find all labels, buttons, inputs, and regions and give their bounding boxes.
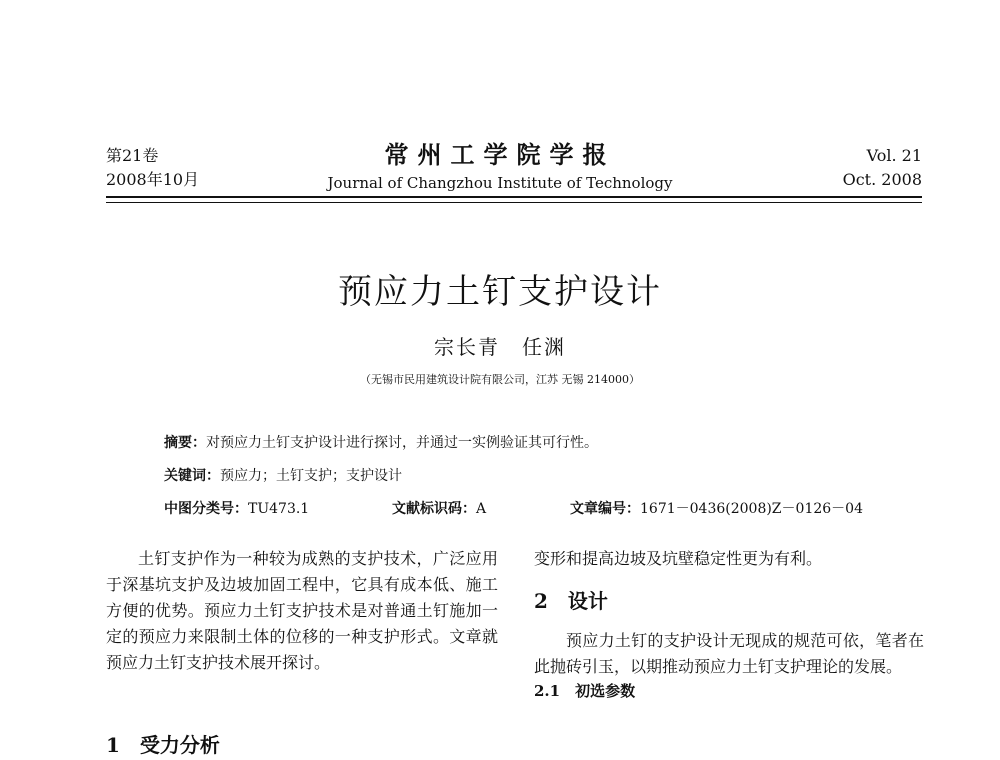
article-no-value: 1671－0436(2008)Z－0126－04 [640, 501, 863, 517]
section1-heading: 1 受力分析 [106, 733, 220, 757]
article-no-label: 文章编号： [570, 501, 640, 517]
clc-value: TU473.1 [248, 501, 310, 517]
article-affiliation: （无锡市民用建筑设计院有限公司，江苏 无锡 214000） [360, 373, 640, 386]
right-paragraph-2: 预应力土钉的支护设计无现成的规范可依，笔者在此抛砖引玉，以期推动预应力土钉支护理论的发展。 [534, 631, 924, 676]
header-right [843, 144, 922, 192]
journal-title-cn: 常州工学院学报 [384, 140, 616, 169]
right-paragraph-1: 变形和提高边坡及坑壁稳定性更为有利。 [534, 549, 823, 568]
abstract-label: 摘要： [164, 435, 206, 451]
doc-code-group [392, 498, 486, 520]
date-cn: 2008年10月 [106, 170, 200, 189]
body-left-column [106, 546, 498, 676]
article-title: 预应力土钉支护设计 [338, 272, 662, 312]
keywords-line [164, 465, 402, 487]
intro-paragraph: 土钉支护作为一种较为成熟的支护技术，广泛应用于深基坑支护及边坡加固工程中，它具有成本低、施工方便的优势。预应力土钉支护技术是对普通土钉施加一定的预应力来限制土体的位移的一种支护形式。文章就预应力土钉支护技术展开探讨。 [106, 549, 498, 672]
section2-heading: 2 设计 [534, 589, 608, 613]
doc-code-value: A [476, 501, 487, 517]
date-en: Oct. 2008 [842, 170, 922, 189]
keywords-label: 关键词： [164, 468, 220, 484]
volume-cn: 第21卷 [106, 146, 159, 165]
volume-en: Vol. 21 [866, 146, 922, 165]
article-authors: 宗长青 任渊 [434, 335, 566, 359]
body-right-column [534, 546, 924, 702]
header-rule-thin [106, 202, 922, 203]
header-rule-thick [106, 196, 922, 198]
clc-group [164, 498, 309, 520]
clc-label: 中图分类号： [164, 501, 248, 517]
abstract-text: 对预应力土钉支护设计进行探讨，并通过一实例验证其可行性。 [206, 435, 598, 451]
doc-code-label: 文献标识码： [392, 501, 476, 517]
keywords-text: 预应力；土钉支护；支护设计 [220, 468, 402, 484]
subsection-heading: 2.1 初选参数 [534, 682, 636, 700]
abstract-line [164, 432, 598, 454]
article-no-group [570, 498, 863, 520]
journal-title-en: Journal of Changzhou Institute of Technology [327, 174, 673, 192]
